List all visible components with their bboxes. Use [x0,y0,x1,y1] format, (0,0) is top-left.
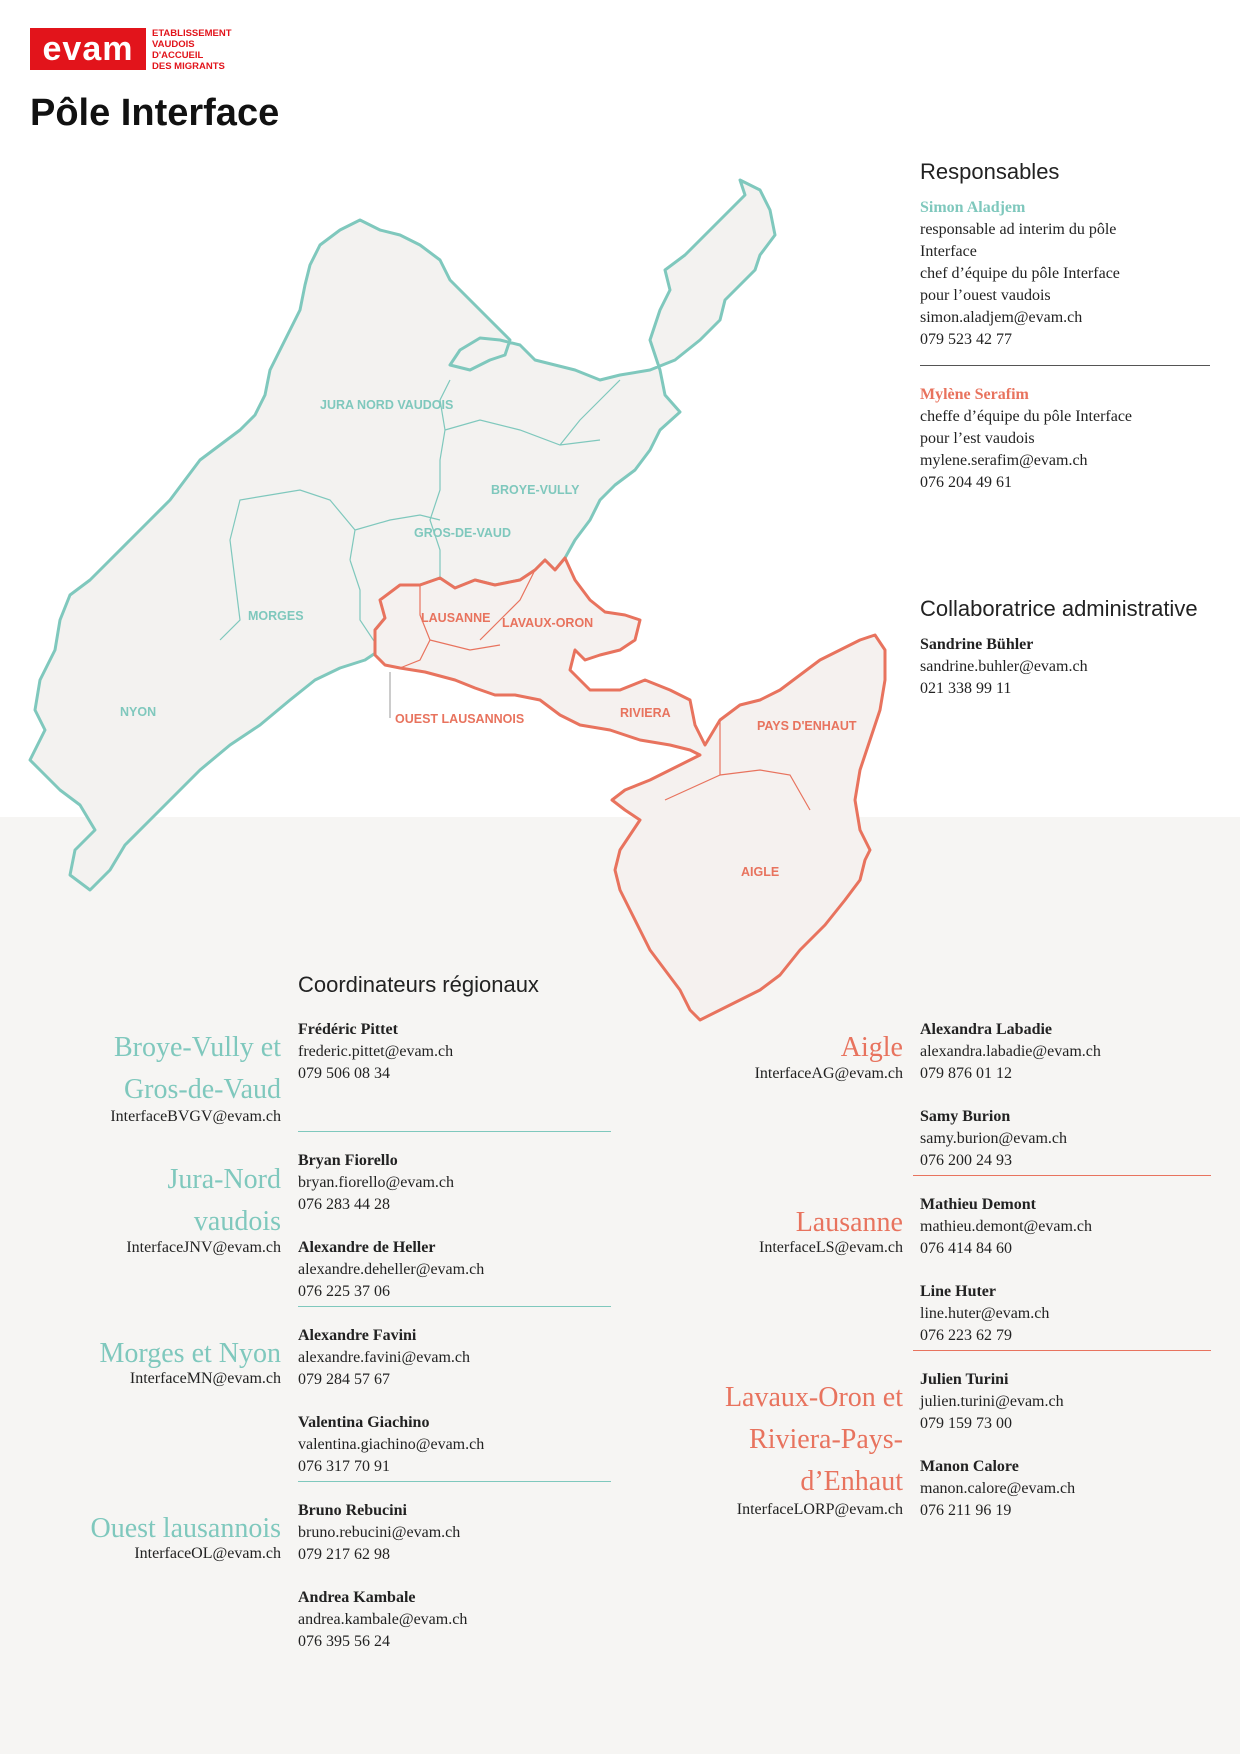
contact-card [920,1194,1220,1260]
coordinators-heading: Coordinateurs régionaux [298,972,539,997]
responsable-role: cheffe d’équipe du pôle Interface [920,408,1133,425]
contact-email[interactable]: alexandre.favini@evam.ch [298,1349,470,1366]
contact-card [298,1019,598,1085]
responsable-role: pour l’est vaudois [920,430,1035,447]
region-name-line: vaudois [193,1206,281,1237]
responsable-name: Simon Aladjem [920,199,1026,216]
region-email-bvgv[interactable]: InterfaceBVGV@evam.ch [110,1108,281,1125]
contact-email[interactable]: mathieu.demont@evam.ch [920,1218,1093,1235]
contact-phone: 076 200 24 93 [920,1152,1012,1169]
map-label-gros-de-vaud: GROS-DE-VAUD [414,526,511,540]
contact-email[interactable]: bryan.fiorello@evam.ch [298,1174,455,1191]
contact-phone: 076 317 70 91 [298,1458,390,1475]
contact-name: Valentina Giachino [298,1414,430,1431]
contact-card [298,1325,598,1391]
contact-card [298,1412,598,1478]
region-name-line: Jura-Nord [167,1164,281,1195]
contact-name: Samy Burion [920,1108,1011,1125]
admin-phone: 021 338 99 11 [920,680,1012,697]
map-label-riviera: RIVIERA [620,706,671,720]
region-name-line: d’Enhaut [800,1466,903,1497]
contact-name: Andrea Kambale [298,1589,416,1606]
responsable-role: chef d’équipe du pôle Interface [920,265,1120,282]
contact-email[interactable]: alexandre.deheller@evam.ch [298,1261,485,1278]
contact-phone: 079 217 62 98 [298,1546,390,1563]
contact-email[interactable]: samy.burion@evam.ch [920,1130,1067,1147]
region-name-line: Riviera-Pays- [749,1424,903,1455]
region-divider [298,1481,611,1482]
contact-email[interactable]: andrea.kambale@evam.ch [298,1611,468,1628]
map-label-jura-nord-vaudois: JURA NORD VAUDOIS [320,398,454,412]
contact-card [298,1150,598,1216]
contact-name: Mathieu Demont [920,1196,1036,1213]
page-title: Pôle Interface [30,92,280,134]
map-label-morges: MORGES [248,609,304,623]
region-name-line: Lavaux-Oron et [724,1382,903,1413]
contact-email[interactable]: manon.calore@evam.ch [920,1480,1076,1497]
map-label-broye-vully: BROYE-VULLY [491,483,580,497]
responsable-email[interactable]: simon.aladjem@evam.ch [920,309,1083,326]
contact-phone: 076 211 96 19 [920,1502,1012,1519]
contact-email[interactable]: frederic.pittet@evam.ch [298,1043,454,1060]
contact-phone: 079 876 01 12 [920,1065,1012,1082]
contact-name: Alexandre de Heller [298,1239,436,1256]
region-name-line: Morges et Nyon [99,1338,281,1369]
logo-line: DES MIGRANTS [152,61,225,72]
contact-card [298,1237,598,1303]
contact-name: Frédéric Pittet [298,1021,398,1038]
region-name-lorp [620,1377,903,1503]
region-email-jnv[interactable]: InterfaceJNV@evam.ch [126,1239,281,1256]
contact-phone: 079 284 57 67 [298,1371,390,1388]
admin-heading: Collaboratrice administrative [920,596,1198,621]
region-name-line: Gros-de-Vaud [123,1074,281,1105]
contact-name: Alexandre Favini [298,1327,417,1344]
contact-card [920,1456,1220,1522]
region-divider [913,1175,1211,1176]
map-label-nyon: NYON [120,705,157,719]
map-label-pays-denhaut: PAYS D'ENHAUT [757,719,857,733]
admin-section [920,598,1230,700]
region-name-jnv [40,1159,281,1243]
map-east-regions [375,558,885,1020]
region-name-line: Broye-Vully et [113,1032,281,1063]
region-email-mn[interactable]: InterfaceMN@evam.ch [129,1370,281,1387]
contact-phone: 076 395 56 24 [298,1633,390,1650]
contact-phone: 079 506 08 34 [298,1065,390,1082]
contact-card [920,1369,1220,1435]
contact-name: Julien Turini [920,1371,1009,1388]
map-label-lausanne: LAUSANNE [421,611,491,625]
region-name-line: Lausanne [795,1207,903,1238]
responsables-section [920,161,1220,351]
region-divider [298,1306,611,1307]
region-email-lorp[interactable]: InterfaceLORP@evam.ch [736,1501,903,1518]
responsable-phone: 076 204 49 61 [920,474,1012,491]
region-name-line: Aigle [840,1032,903,1063]
logo-line: D'ACCUEIL [152,50,204,61]
admin-email[interactable]: sandrine.buhler@evam.ch [920,658,1088,675]
responsables-heading: Responsables [920,159,1060,184]
contact-name: Manon Calore [920,1458,1019,1475]
region-email-lausanne[interactable]: InterfaceLS@evam.ch [759,1239,903,1256]
contact-card [920,1019,1220,1085]
contact-email[interactable]: julien.turini@evam.ch [920,1393,1064,1410]
contact-name: Bruno Rebucini [298,1502,407,1519]
responsable-email[interactable]: mylene.serafim@evam.ch [920,452,1088,469]
responsable-role: pour l’ouest vaudois [920,287,1051,304]
contact-name: Bryan Fiorello [298,1152,398,1169]
contact-phone: 076 283 44 28 [298,1196,390,1213]
responsable-role: Interface [920,243,977,260]
responsable-role: responsable ad interim du pôle [920,221,1117,238]
map-label-lavaux-oron: LAVAUX-ORON [502,616,594,630]
logo-wordmark: evam [30,28,146,70]
map-label-aigle: AIGLE [741,865,780,879]
map-label-ouest-lausannois: OUEST LAUSANNOIS [395,712,525,726]
contact-phone: 076 225 37 06 [298,1283,390,1300]
contact-card [920,1106,1220,1172]
contact-email[interactable]: alexandra.labadie@evam.ch [920,1043,1101,1060]
contact-phone: 076 223 62 79 [920,1327,1012,1344]
contact-email[interactable]: valentina.giachino@evam.ch [298,1436,485,1453]
region-divider [913,1350,1211,1351]
logo-line: VAUDOIS [152,39,195,50]
contact-email[interactable]: bruno.rebucini@evam.ch [298,1524,461,1541]
responsable-phone: 079 523 42 77 [920,331,1012,348]
region-name-line: Ouest lausannois [90,1513,281,1544]
admin-name: Sandrine Bühler [920,636,1034,653]
contact-card [298,1500,598,1566]
region-divider [298,1131,611,1132]
logo-line: ETABLISSEMENT [152,28,232,39]
responsables-divider [920,365,1210,366]
contact-email[interactable]: line.huter@evam.ch [920,1305,1050,1322]
responsable-name: Mylène Serafim [920,386,1029,403]
responsable-serafim [920,384,1220,494]
contact-phone: 076 414 84 60 [920,1240,1012,1257]
contact-card [920,1281,1220,1347]
contact-name: Line Huter [920,1283,996,1300]
contact-card [298,1587,598,1653]
region-email-aigle[interactable]: InterfaceAG@evam.ch [754,1065,903,1082]
region-name-bvgv [40,1027,281,1111]
contact-name: Alexandra Labadie [920,1021,1053,1038]
region-email-ol[interactable]: InterfaceOL@evam.ch [134,1545,281,1562]
contact-phone: 079 159 73 00 [920,1415,1012,1432]
